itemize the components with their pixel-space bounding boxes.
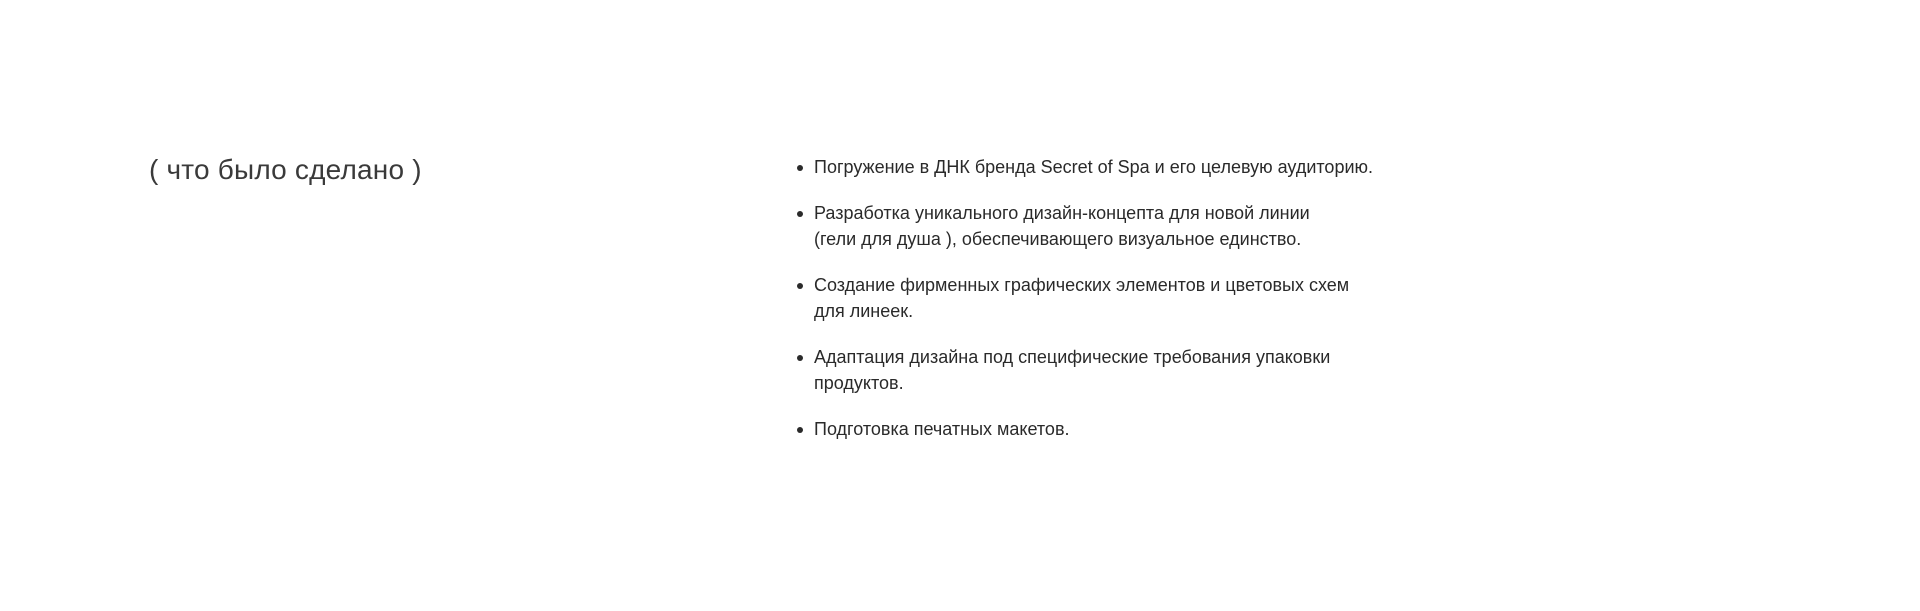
- bullet-icon: [797, 427, 803, 433]
- list-item: [797, 344, 1417, 396]
- list-item-text: Адаптация дизайна под специфические требования упаковки: [814, 347, 1331, 367]
- work-list: [797, 154, 1417, 462]
- list-item-text: Разработка уникального дизайн-концепта для новой линии: [814, 203, 1310, 223]
- list-item-text: для линеек.: [814, 301, 914, 321]
- list-item: [797, 416, 1417, 442]
- bullet-icon: [797, 211, 803, 217]
- list-item-text: Создание фирменных графических элементов и цветовых схем: [814, 275, 1350, 295]
- bullet-icon: [797, 355, 803, 361]
- list-item: [797, 154, 1417, 180]
- list-item-text: продуктов.: [814, 373, 904, 393]
- section-title: ( что было сделано ): [149, 154, 422, 185]
- list-item: [797, 200, 1417, 252]
- list-item: [797, 272, 1417, 324]
- list-item-text: Погружение в ДНК бренда Secret of Spa и его целевую аудиторию.: [814, 157, 1374, 177]
- list-item-text: Подготовка печатных макетов.: [814, 419, 1070, 439]
- list-item-text: (гели для душа ), обеспечивающего визуальное единство.: [814, 229, 1302, 249]
- bullet-icon: [797, 283, 803, 289]
- bullet-icon: [797, 165, 803, 171]
